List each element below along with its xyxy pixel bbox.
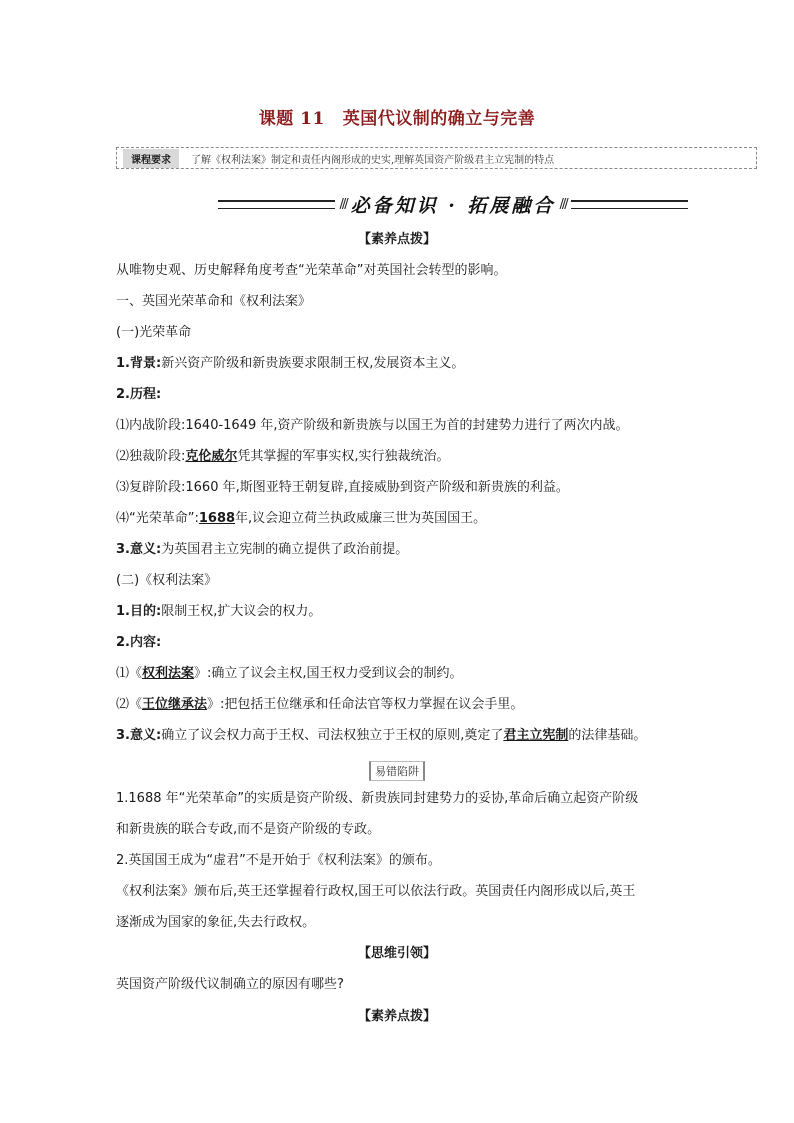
keyword-cromwell: 克伦威尔 xyxy=(185,449,238,464)
literacy-heading: 【素养点拨】 xyxy=(357,232,436,247)
content-item-2 xyxy=(116,696,523,714)
lesson-number: 课题 11 xyxy=(258,109,325,129)
section-banner xyxy=(218,190,688,218)
process-item-4-pre: ⑷“光荣革命”: xyxy=(116,511,199,526)
lesson-title-text: 英国代议制的确立与完善 xyxy=(342,109,536,129)
course-requirement-tag: 课程要求 xyxy=(123,149,179,168)
goal-text: 限制王权,扩大议会的权力。 xyxy=(161,604,322,619)
process-item-4 xyxy=(116,510,486,528)
banner-text: 必备知识 · 拓展融合 xyxy=(350,194,556,217)
literacy-text: 从唯物史观、历史解释角度考查“光荣革命”对英国社会转型的影响。 xyxy=(116,263,507,278)
meaning2-label: 3.意义: xyxy=(116,728,162,743)
process-item-4-post: 年,议会迎立荷兰执政威廉三世为英国国王。 xyxy=(235,511,487,526)
lesson-title xyxy=(0,104,794,129)
process-item-3: ⑶复辟阶段:1660 年,斯图亚特王朝复辟,直接威胁到资产阶级和新贵族的利益。 xyxy=(116,480,569,495)
meaning1-label: 3.意义: xyxy=(116,542,162,557)
meaning1-text: 为英国君主立宪制的确立提供了政治前提。 xyxy=(161,542,409,557)
trap-item-3b: 逐渐成为国家的象征,失去行政权。 xyxy=(116,915,316,930)
banner-right-rule xyxy=(571,200,688,209)
content-item-1-pre: ⑴《 xyxy=(116,666,143,681)
process-item-2-pre: ⑵独裁阶段: xyxy=(116,449,186,464)
trap-label: 易错陷阱 xyxy=(369,761,425,781)
banner-left-rule xyxy=(218,200,335,209)
content-item-2-post: 》:把包括王位继承和任命法官等权力掌握在议会手里。 xyxy=(207,697,524,712)
trap-label-wrap xyxy=(0,760,794,781)
banner-left-slashes: /// xyxy=(339,196,347,212)
part1-title: 一、英国光荣革命和《权利法案》 xyxy=(116,294,312,309)
subsection1-title: (一)光荣革命 xyxy=(116,325,192,340)
keyword-bill-of-rights: 权利法案 xyxy=(142,666,195,681)
banner-right-slashes: /// xyxy=(559,196,567,212)
trap-item-3a: 《权利法案》颁布后,英王还掌握着行政权,国王可以依法行政。英国责任内阁形成以后,英王 xyxy=(116,884,636,899)
background-line xyxy=(116,355,464,373)
thinking-heading: 【思维引领】 xyxy=(357,946,436,961)
process-item-1: ⑴内战阶段:1640-1649 年,资产阶级和新贵族与以国王为首的封建势力进行了两次内战。 xyxy=(116,418,629,433)
meaning2-post: 的法律基础。 xyxy=(568,728,647,743)
trap-item-2: 2.英国国王成为“虚君”不是开始于《权利法案》的颁布。 xyxy=(116,853,441,868)
content-item-1-post: 》:确立了议会主权,国王权力受到议会的制约。 xyxy=(194,666,463,681)
process-item-2-post: 凭其掌握的军事实权,实行独裁统治。 xyxy=(237,449,450,464)
background-text: 新兴资产阶级和新贵族要求限制王权,发展资本主义。 xyxy=(161,356,465,371)
keyword-1688: 1688 xyxy=(198,511,236,526)
meaning1-line xyxy=(116,541,408,559)
course-requirement-box xyxy=(116,147,757,169)
trap-item-1b: 和新贵族的联合专政,而不是资产阶级的专政。 xyxy=(116,822,381,837)
keyword-act-of-settlement: 王位继承法 xyxy=(142,697,208,712)
goal-label: 1.目的: xyxy=(116,604,162,619)
course-requirement-text: 了解《权利法案》制定和责任内阁形成的史实,理解英国资产阶级君主立宪制的特点 xyxy=(191,154,555,166)
goal-line xyxy=(116,603,321,621)
trap-item-1a: 1.1688 年“光荣革命”的实质是资产阶级、新贵族同封建势力的妥协,革命后确立起资产阶级 xyxy=(116,791,639,806)
subsection2-title: (二)《权利法案》 xyxy=(116,573,218,588)
keyword-constitutional-monarchy: 君主立宪制 xyxy=(503,728,569,743)
content-item-2-pre: ⑵《 xyxy=(116,697,143,712)
meaning2-line xyxy=(116,727,646,745)
meaning2-pre: 确立了议会权力高于王权、司法权独立于王权的原则,奠定了 xyxy=(161,728,504,743)
thinking-text: 英国资产阶级代议制确立的原因有哪些? xyxy=(116,977,344,992)
content-item-1 xyxy=(116,665,463,683)
literacy-heading-2: 【素养点拨】 xyxy=(357,1009,436,1024)
content-label: 2.内容: xyxy=(116,635,162,650)
process-item-2 xyxy=(116,448,450,466)
background-label: 1.背景: xyxy=(116,356,162,371)
process-label: 2.历程: xyxy=(116,387,162,402)
